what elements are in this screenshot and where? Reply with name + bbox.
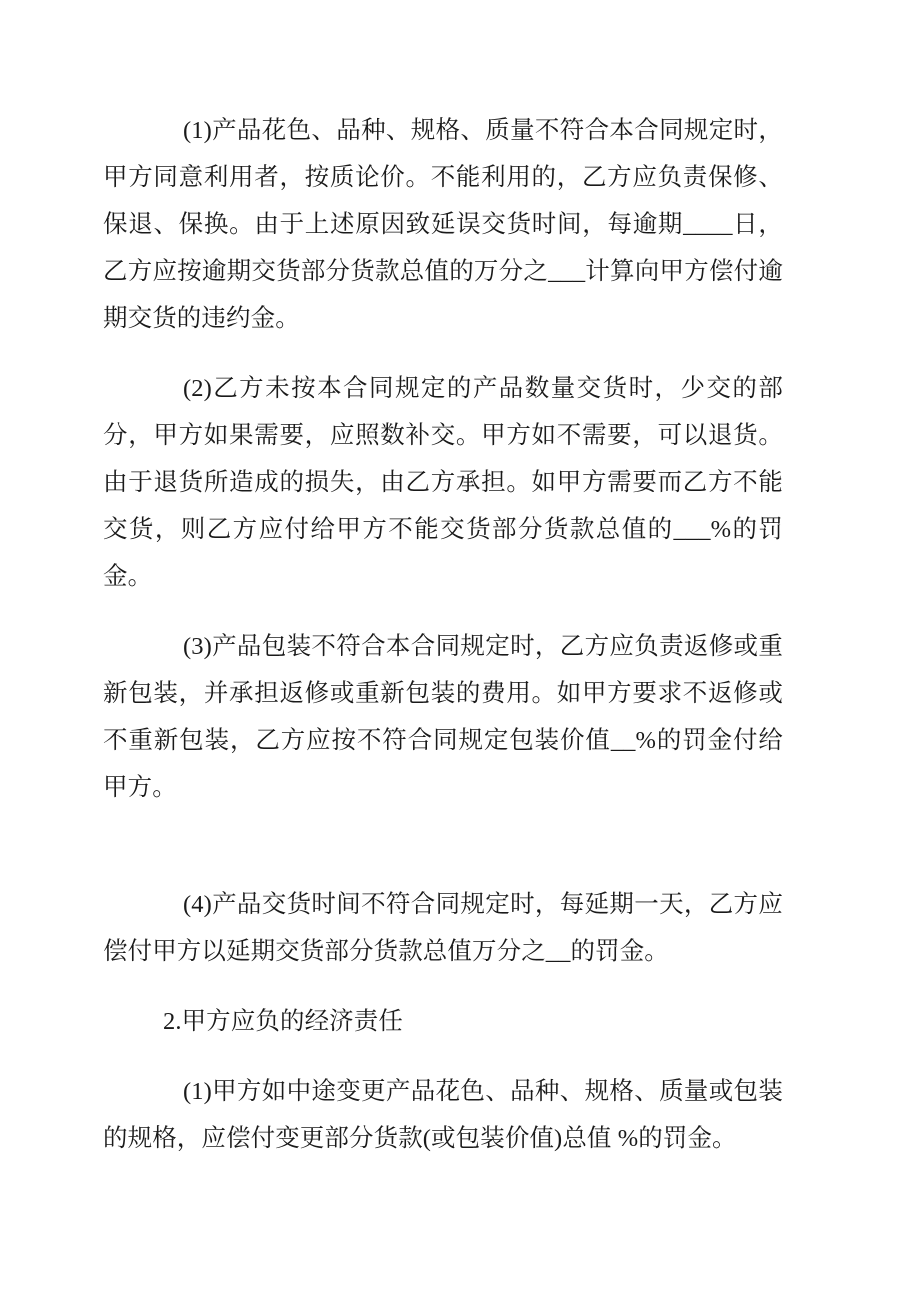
clause-buyer-liability-1: (1)甲方如中途变更产品花色、品种、规格、质量或包装的规格，应偿付变更部分货款(或包装价值)总值 %的罚金。 (103, 1078, 783, 1152)
section-heading-buyer-liability: 2.甲方应负的经济责任 (163, 1008, 403, 1035)
clause-seller-liability-4: (4)产品交货时间不符合同规定时，每延期一天，乙方应偿付甲方以延期交货部分货款总值万分之__的罚金。 (103, 891, 783, 965)
clause-seller-liability-2: (2)乙方未按本合同规定的产品数量交货时，少交的部分，甲方如果需要，应照数补交。甲方如不需要，可以退货。由于退货所造成的损失，由乙方承担。如甲方需要而乙方不能交货，则乙方应付给甲方不能交货部分货款总值的___%的罚金。 (103, 375, 783, 590)
clause-seller-liability-1: (1)产品花色、品种、规格、质量不符合本合同规定时，甲方同意利用者，按质论价。不能利用的，乙方应负责保修、保退、保换。由于上述原因致延误交货时间，每逾期____日，乙方应按逾期交货部分货款总值的万分之___计算向甲方偿付逾期交货的违约金。 (103, 117, 783, 332)
document-body (103, 107, 783, 1162)
clause-seller-liability-3: (3)产品包装不符合本合同规定时，乙方应负责返修或重新包装，并承担返修或重新包装的费用。如甲方要求不返修或不重新包装，乙方应按不符合同规定包装价值__%的罚金付给甲方。 (103, 633, 783, 801)
